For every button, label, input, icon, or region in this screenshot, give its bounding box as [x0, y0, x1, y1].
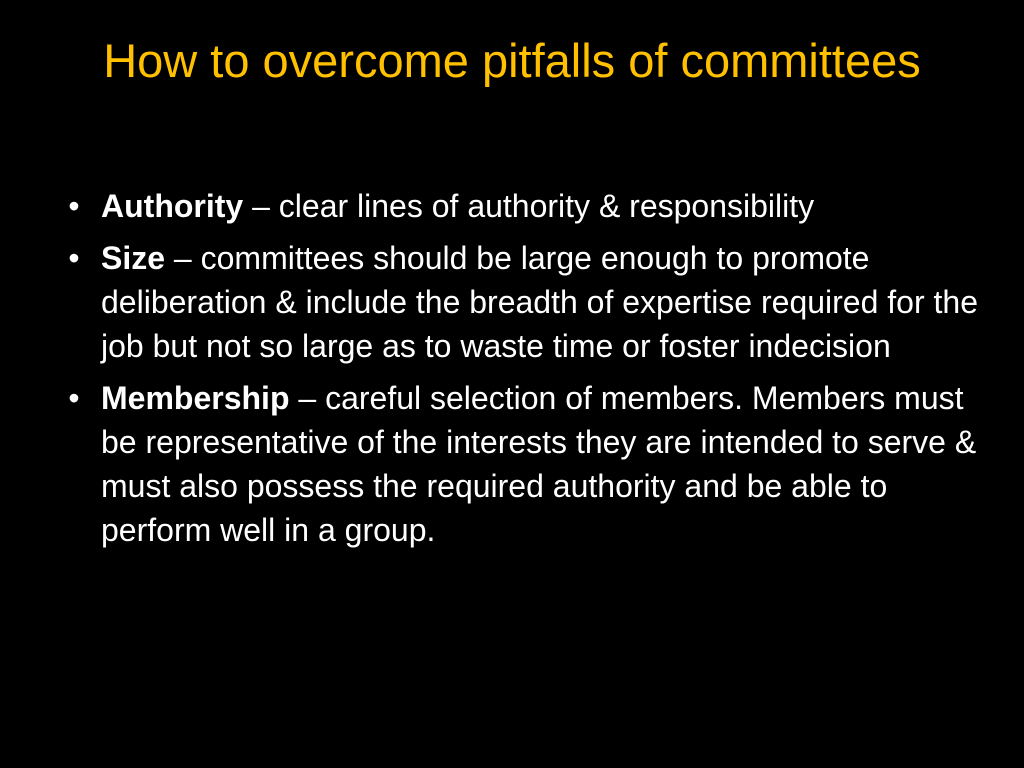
bullet-item-membership — [60, 376, 980, 552]
bullet-term: Authority — [101, 188, 244, 224]
bullet-term: Size — [101, 240, 166, 276]
bullet-term: Membership — [101, 380, 290, 416]
bullet-text: – committees should be large enough to promote deliberation & include the breadth of expertise required for the job but not so large as to waste time or foster indecision — [101, 240, 978, 364]
bullet-item-authority — [60, 184, 980, 228]
bullet-list — [60, 184, 980, 560]
bullet-icon: • — [68, 380, 80, 416]
bullet-icon: • — [68, 188, 80, 224]
bullet-text: – careful selection of members. Members must be representative of the interests they are intended to serve & must also possess the required authority and be able to perform well in a group. — [101, 380, 977, 548]
bullet-text: – clear lines of authority & responsibility — [243, 188, 815, 224]
slide-title: How to overcome pitfalls of committees — [103, 34, 921, 87]
bullet-item-size — [60, 236, 980, 368]
bullet-icon: • — [68, 240, 80, 276]
